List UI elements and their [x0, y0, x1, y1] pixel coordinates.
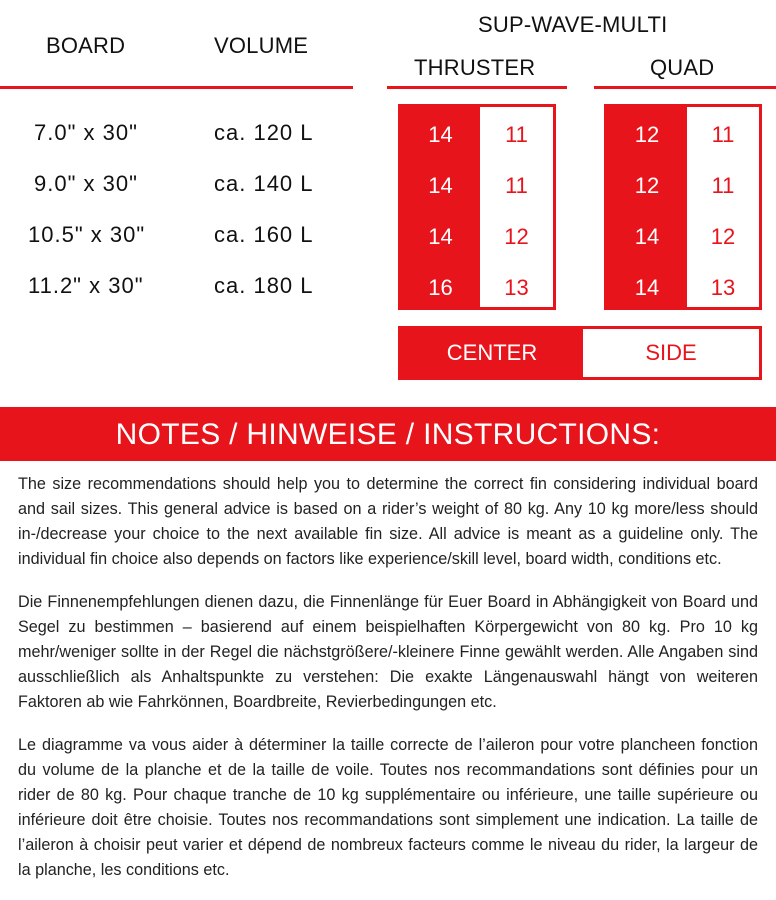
header-volume: VOLUME	[214, 33, 309, 58]
quad-side-value: 13	[710, 275, 736, 300]
quad-side-value: 11	[711, 122, 735, 147]
header-board: BOARD	[46, 33, 126, 58]
quad-side-value: 11	[711, 173, 735, 198]
header-group-title: SUP-WAVE-MULTI	[478, 12, 668, 37]
legend-center-label: CENTER	[401, 329, 583, 377]
quad-center-value: 12	[634, 122, 660, 147]
header-rule-left	[0, 86, 353, 89]
center-side-legend	[398, 326, 762, 380]
notes-english-paragraph: The size recommendations should help you to determine the correct fin considering individual board and sail sizes. This general advice is based on a rider’s weight of 80 kg. Any 10 kg more/less should in-/decrease your choice to the next available fin size. All advice is meant as a guideline only. The individual fin choice also depends on factors like experience/skill level, board width, conditions etc.	[18, 475, 758, 568]
quad-center-value: 12	[634, 173, 660, 198]
thruster-center-value: 14	[428, 224, 453, 249]
board-size: 7.0" x 30"	[34, 120, 138, 145]
thruster-center-value: 14	[428, 173, 453, 198]
board-size: 9.0" x 30"	[34, 171, 138, 196]
legend-side-label: SIDE	[645, 340, 697, 365]
board-volume: ca. 140 L	[214, 171, 314, 196]
quad-fin-table	[604, 104, 762, 310]
header-quad: QUAD	[650, 55, 715, 80]
notes-german-paragraph: Die Finnenempfehlungen dienen dazu, die Finnenlänge für Euer Board in Abhängigkeit von Board und Segel zu bestimmen – basierend auf einem beispielhaften Körpergewicht von 80 kg. Pro 10 kg mehr/weniger sollte in der Regel die nächstgrößere/-kleinere Finne gewählt werden. Alle Angaben sind ausschließlich als Anhaltspunkte zu verstehen: Die exakte Längenauswahl hängt von weiteren Faktoren ab wie Fahrkönnen, Boardbreite, Revierbedingungen etc.	[18, 593, 758, 711]
thruster-center-value: 16	[428, 275, 453, 300]
header-rule-thruster	[387, 86, 567, 89]
board-volume: ca. 120 L	[214, 120, 314, 145]
quad-center-value: 14	[634, 275, 660, 300]
thruster-center-value: 14	[428, 122, 453, 147]
thruster-side-value: 11	[505, 122, 528, 147]
thruster-side-value: 13	[504, 275, 529, 300]
thruster-side-column	[480, 107, 553, 307]
quad-side-column	[687, 107, 759, 307]
board-volume: ca. 160 L	[214, 222, 314, 247]
board-size: 11.2" x 30"	[28, 273, 144, 298]
notes-title-banner: NOTES / HINWEISE / INSTRUCTIONS:	[0, 407, 776, 461]
quad-center-value: 14	[634, 224, 660, 249]
thruster-center-column	[401, 107, 480, 307]
quad-center-column	[607, 107, 687, 307]
quad-side-value: 12	[710, 224, 736, 249]
header-thruster: THRUSTER	[414, 55, 536, 80]
board-size: 10.5" x 30"	[28, 222, 146, 247]
thruster-side-value: 11	[505, 173, 528, 198]
header-rule-quad	[594, 86, 776, 89]
board-volume: ca. 180 L	[214, 273, 314, 298]
thruster-side-value: 12	[504, 224, 529, 249]
notes-french-paragraph: Le diagramme va vous aider à déterminer la taille correcte de l’aileron pour votre plancheen fonction du volume de la planche et de la taille de voile. Toutes nos recommandations sont définies pour un rider de 80 kg. Pour chaque tranche de 10 kg supplémentaire ou inférieure, une taille supérieure ou inférieure doit être choisie. Toutes nos recommandations sont simplement une indication. La taille de l’aileron à choisir peut varier et dépend de nombreux facteurs comme le niveau du rider, la largeur de la planche, les conditions etc.	[18, 736, 758, 879]
thruster-fin-table	[398, 104, 556, 310]
